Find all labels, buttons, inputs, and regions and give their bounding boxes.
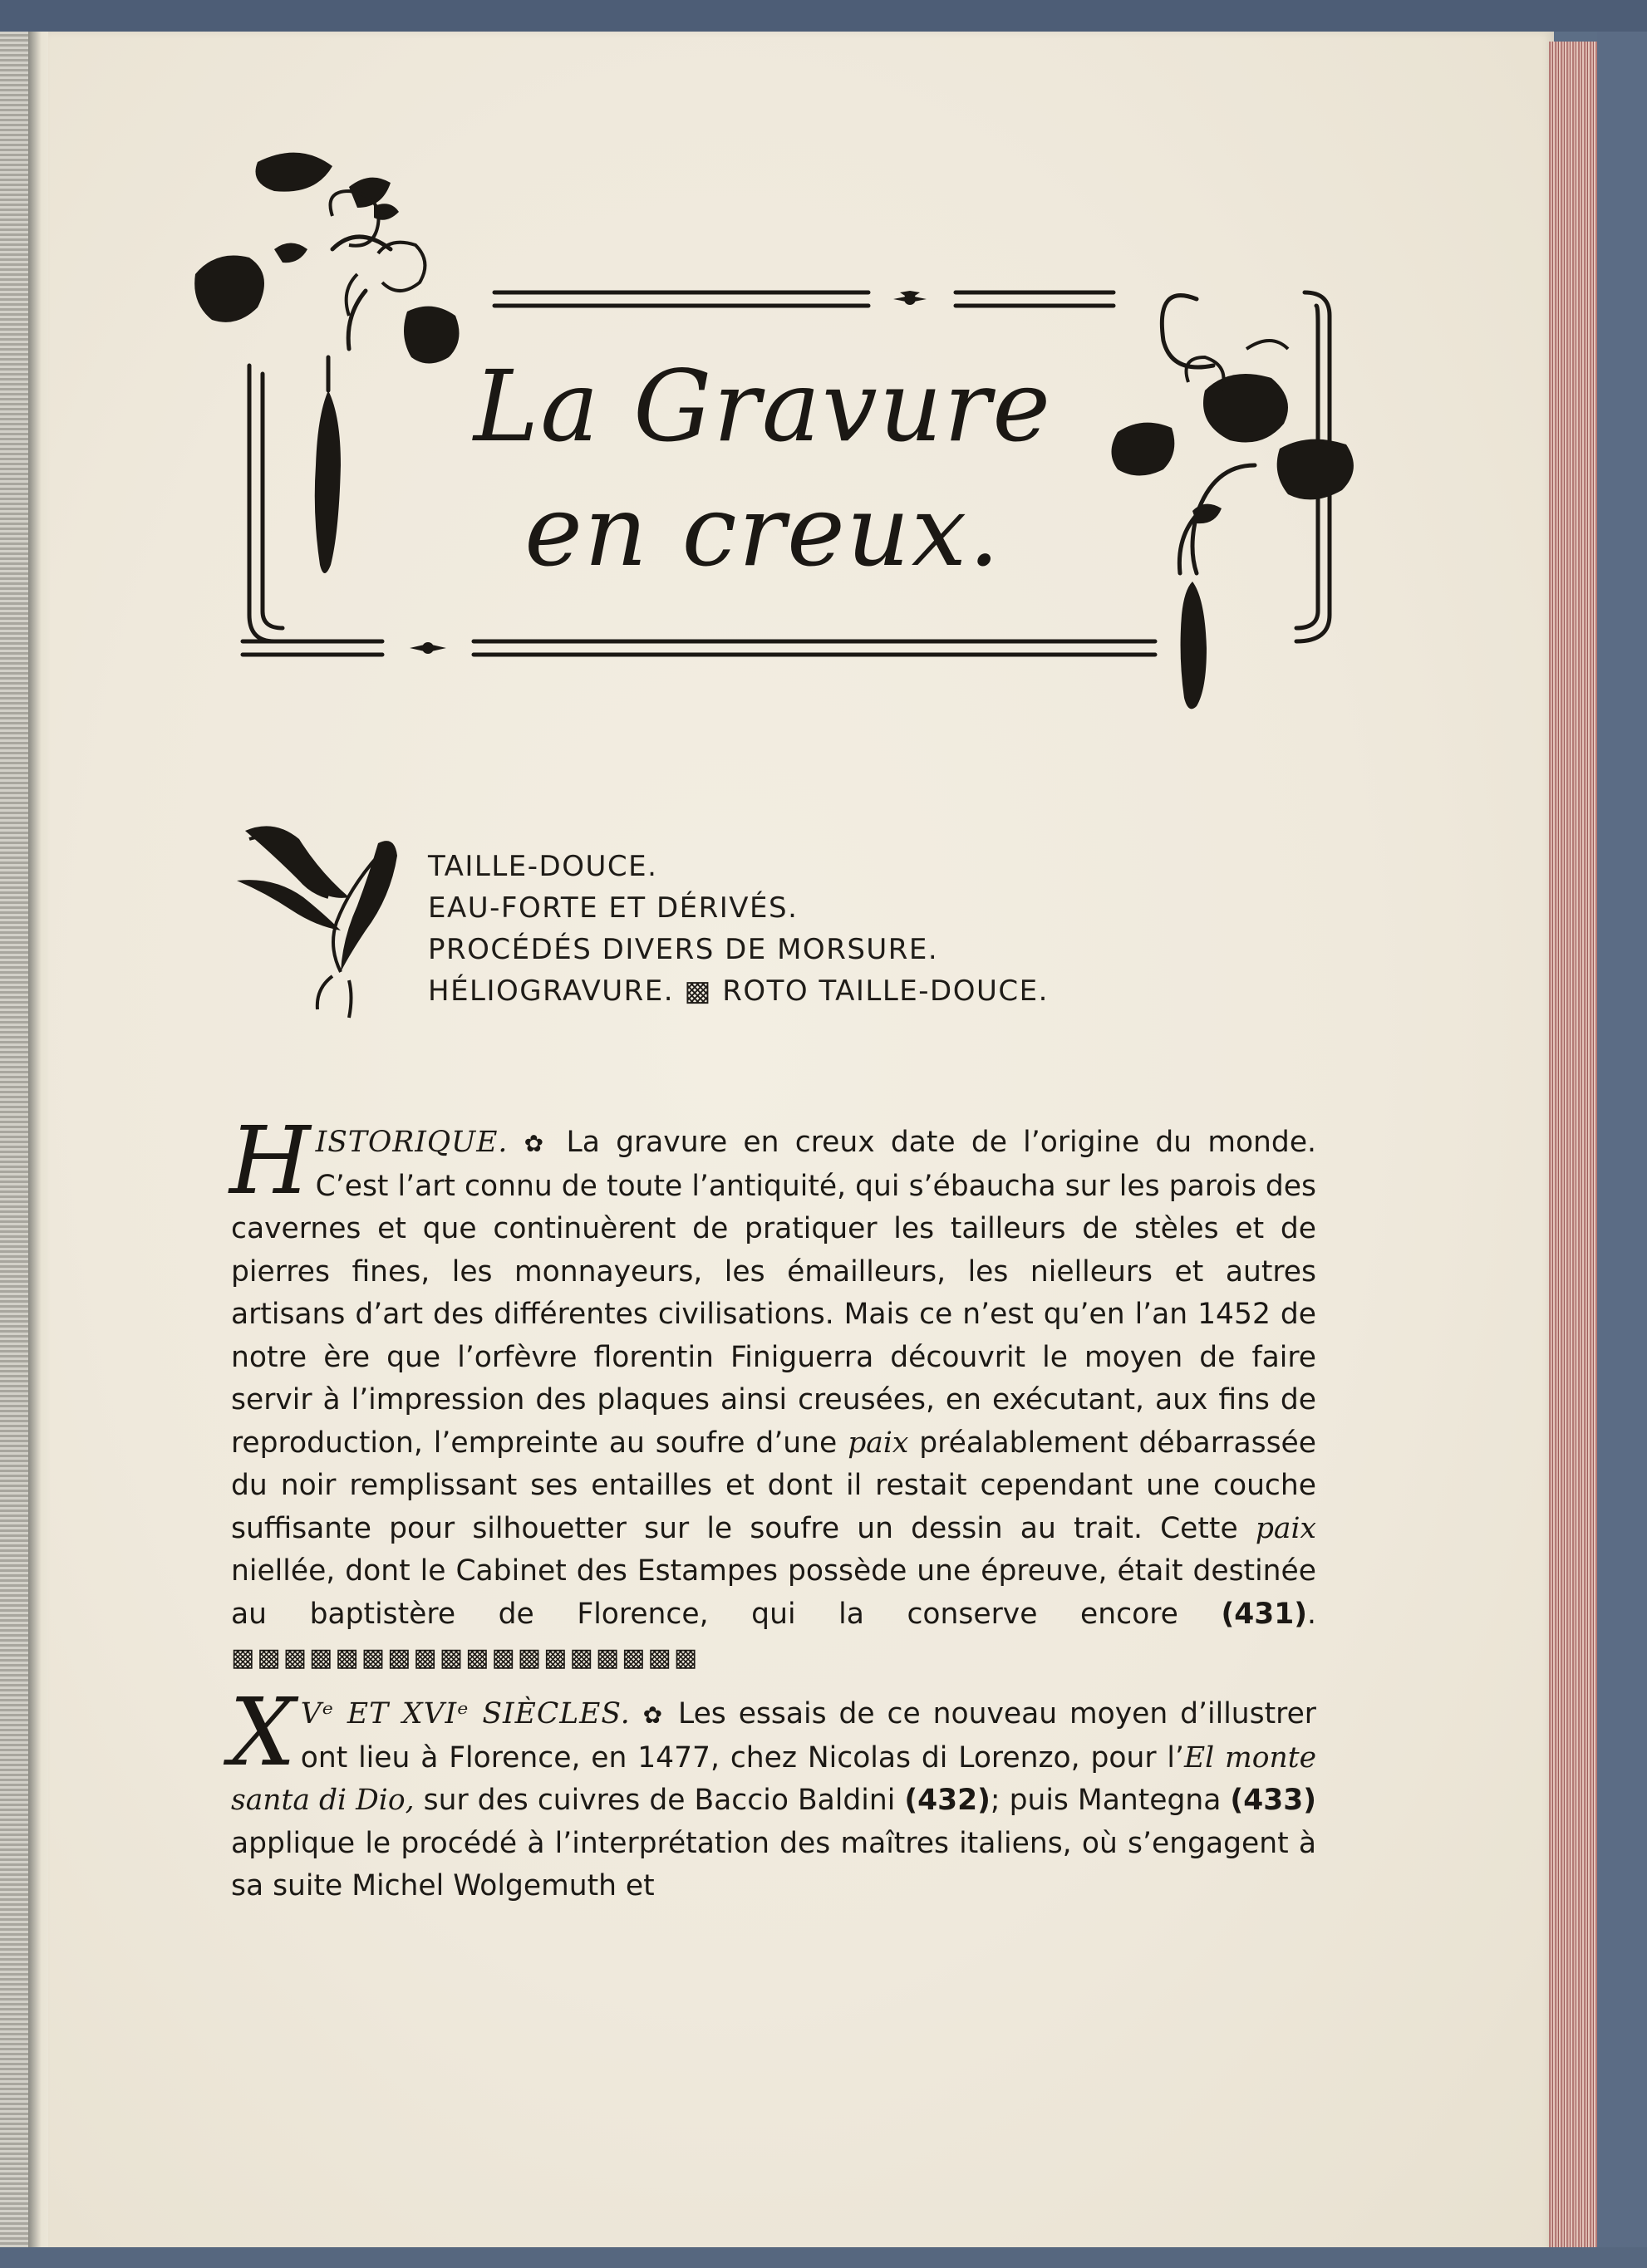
figure-reference: (431) xyxy=(1221,1597,1308,1631)
paragraph-text: sur des cuivres de Baccio Baldini xyxy=(423,1784,896,1817)
paragraph-text: La gravure en creux date de l’origine du monde. C’est l’art connu de toute l’antiquité, qui s’ébaucha sur les parois des cavernes et que continuèrent de pratiquer les tailleurs de stèles et de pierres fines, les monnayeurs, les émailleurs, les nielleurs et autres artisans d’art des différentes civilisations. Mais ce n’est qu’en l’an 1452 de notre ère que l’orfèvre florentin Finiguerra découvrit le moyen de faire servir à l’impression des plaques ainsi creusées, en exécutant, aux fins de reproduction, l’empreinte au soufre d’une xyxy=(231,1126,1317,1460)
line-filler-ornaments: ▩▩▩▩▩▩▩▩▩▩▩▩▩▩▩▩▩▩ xyxy=(231,1643,701,1672)
fleuron-icon: ✿ xyxy=(642,1701,666,1729)
paragraph-text: niellée, dont le Cabinet des Estampes possède une épreuve, était destinée au baptistère de Florence, qui la conserve encore xyxy=(231,1554,1316,1631)
section-heading: ISTORIQUE. xyxy=(315,1126,509,1159)
paragraph-text: ; puis Mantegna xyxy=(990,1784,1222,1817)
paragraph-text: Les essais de ce nouveau moyen d’illustrer ont lieu à Florence, en 1477, chez Nicolas di Lorenzo, pour l’ xyxy=(300,1697,1316,1775)
section-heading: Vᵉ ET XVIᵉ SIÈCLES. xyxy=(300,1697,631,1730)
drop-cap: H xyxy=(229,1107,311,1215)
italic-word: paix xyxy=(848,1426,909,1460)
paragraph-historique xyxy=(229,1107,1317,1680)
title-line-2: en creux. xyxy=(524,474,1001,588)
paragraph-text: applique le procédé à l’interprétation des maîtres italiens, où s’engagent à sa suite Michel Wolgemuth et xyxy=(231,1826,1316,1902)
contents-list xyxy=(428,846,1259,1012)
book-title: El monte santa di Dio, xyxy=(231,1740,1316,1817)
contents-item: EAU-FORTE ET DÉRIVÉS. xyxy=(428,891,799,925)
fleuron-icon: ✿ xyxy=(524,1130,551,1157)
contents-item: HÉLIOGRAVURE. ▩ ROTO TAILLE-DOUCE. xyxy=(428,974,1049,1008)
title-line-1: La Gravure xyxy=(473,349,1053,464)
figure-reference: (433) xyxy=(1230,1784,1316,1817)
paragraph-text: préalablement débarrassée du noir remplissant ses entailles et dont il restait cependant une couche suffisante pour silhouetter sur le soufre un dessin au trait. Cette xyxy=(231,1426,1317,1545)
italic-word: paix xyxy=(1255,1511,1316,1545)
period: . xyxy=(1307,1597,1316,1631)
contents-item: PROCÉDÉS DIVERS DE MORSURE. xyxy=(428,933,939,966)
paragraph-siecles xyxy=(229,1679,1316,1908)
figure-reference: (432) xyxy=(904,1784,991,1817)
contents-item: TAILLE-DOUCE. xyxy=(428,850,658,883)
drop-cap: X xyxy=(229,1679,296,1787)
